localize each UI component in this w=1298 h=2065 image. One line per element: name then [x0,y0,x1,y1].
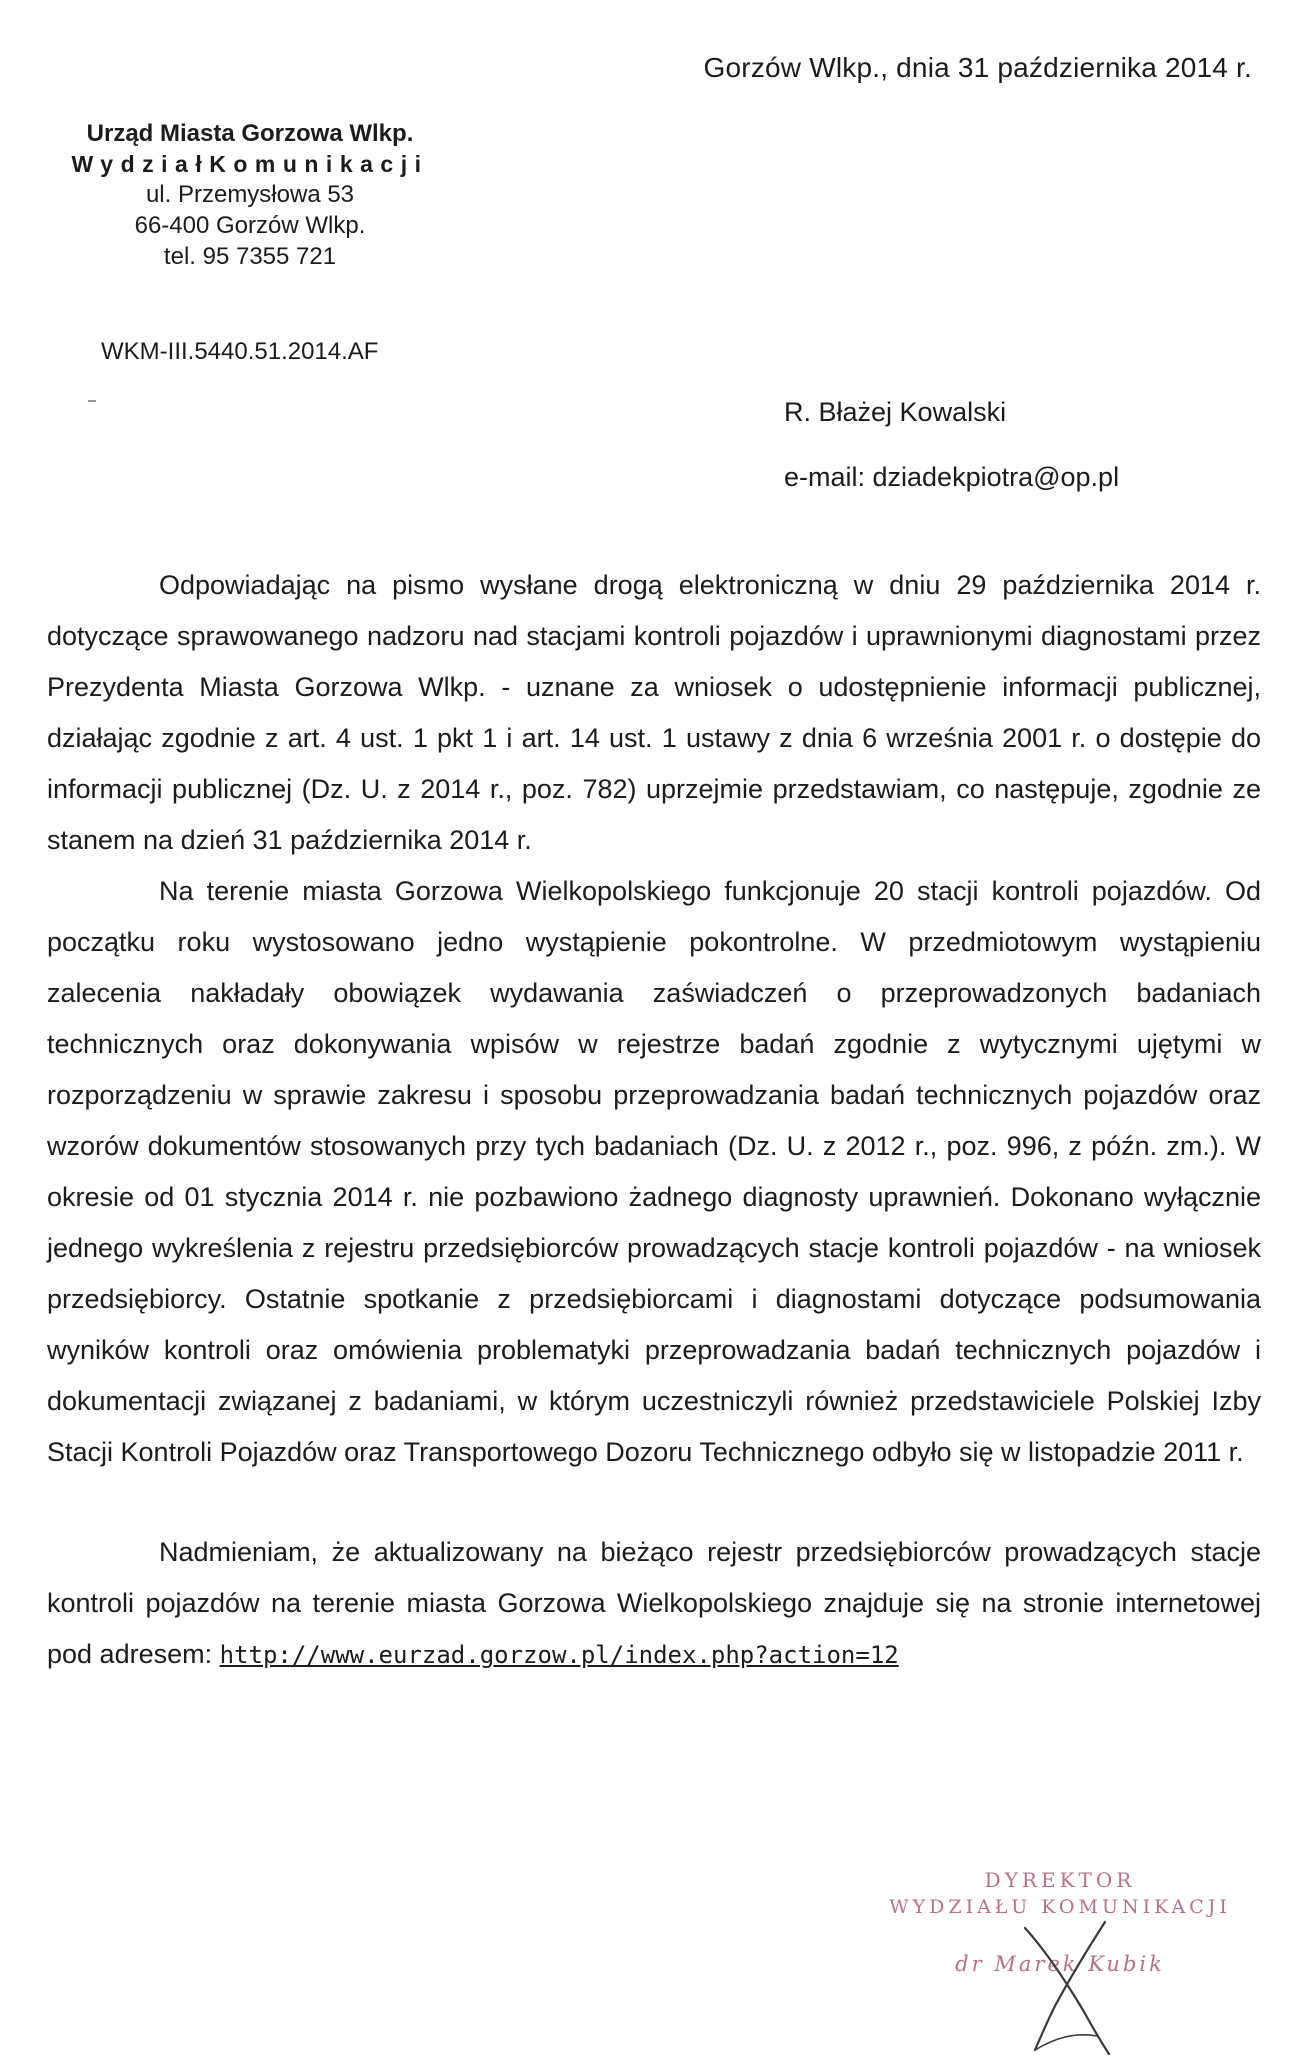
closing-paragraph [47,1527,1261,1681]
handwritten-signature [1005,1910,1135,2060]
sender-department: WydziałKomunikacji [71,151,429,177]
body-paragraph-2: Na terenie miasta Gorzowa Wielkopolskiego funkcjonuje 20 stacji kontroli pojazdów. Od początku roku wystosowano jedno wystąpienie pokontrolne. W przedmiotowym wystąpieniu zalecenia nakładały obowiązek wydawania zaświadczeń o przeprowadzonych badaniach technicznych oraz dokonywania wpisów w rejestrze badań zgodnie z wytycznymi ujętymi w rozporządzeniu w sprawie zakresu i sposobu przeprowadzania badań technicznych pojazdów oraz wzorów dokumentów stosowanych przy tych badaniach (Dz. U. z 2012 r., poz. 996, z późn. zm.). W okresie od 01 stycznia 2014 r. nie pozbawiono żadnego diagnosty uprawnień. Dokonano wyłącznie jednego wykreślenia z rejestru przedsiębiorców prowadzących stacje kontroli pojazdów - na wniosek przedsiębiorcy. Ostatnie spotkanie z przedsiębiorcami i diagnostami dotyczące podsumowania wyników kontroli oraz omówienia problematyki przeprowadzania badań technicznych pojazdów i dokumentacji związanej z badaniami, w którym uczestniczyli również przedstawiciele Polskiej Izby Stacji Kontroli Pojazdów oraz Transportowego Dozoru Technicznego odbyło się w listopadzie 2011 r. [47,876,1261,1467]
closing-text: Nadmieniam, że aktualizowany na bieżąco rejestr przedsiębiorców prowadzących stacje kontroli pojazdów na terenie miasta Gorzowa Wielkopolskiego znajduje się na stronie internetowej pod adresem: [47,1537,1261,1669]
letter-date: Gorzów Wlkp., dnia 31 października 2014 r. [703,52,1252,83]
register-link[interactable]: http://www.eurzad.gorzow.pl/index.php?action=12 [219,1641,899,1669]
sender-phone: tel. 95 7355 721 [163,243,337,270]
sender-street: ul. Przemysłowa 53 [145,181,355,208]
reference-number: WKM-III.5440.51.2014.AF [101,338,379,365]
recipient-block [784,397,1119,493]
stamp-name: dr Marek Kubik [955,1952,1165,1976]
stamp-title-line2: WYDZIAŁU KOMUNIKACJI [889,1896,1231,1918]
stamp-title-line1: DYREKTOR [984,1868,1136,1892]
sender-block [50,120,450,271]
sender-postal: 66-400 Gorzów Wlkp. [134,212,366,239]
recipient-email: e-mail: dziadekpiotra@op.pl [784,462,1120,492]
scan-mark [88,400,96,402]
letter-body [47,560,1261,1681]
body-paragraph-1: Odpowiadając na pismo wysłane drogą elektroniczną w dniu 29 października 2014 r. dotyczące sprawowanego nadzoru nad stacjami kontroli pojazdów i uprawnionymi diagnostami przez Prezydenta Miasta Gorzowa Wlkp. - uznane za wniosek o udostępnienie informacji publicznej, działając zgodnie z art. 4 ust. 1 pkt 1 i art. 14 ust. 1 ustawy z dnia 6 września 2001 r. o dostępie do informacji publicznej (Dz. U. z 2014 r., poz. 782) uprzejmie przedstawiam, co następuje, zgodnie ze stanem na dzień 31 października 2014 r. [47,570,1261,855]
sender-office: Urząd Miasta Gorzowa Wlkp. [86,120,414,147]
recipient-name: R. Błażej Kowalski [784,397,1007,427]
